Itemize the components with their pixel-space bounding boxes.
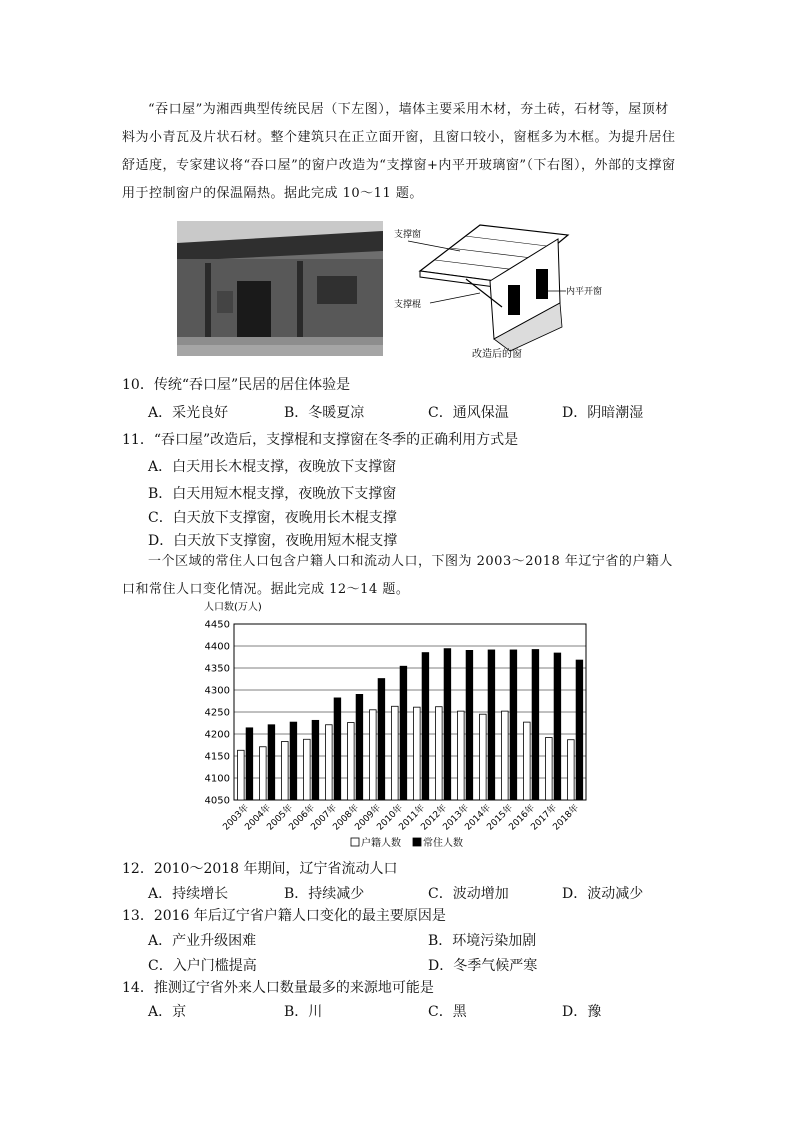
bar-changzhu [532,650,539,800]
bar-changzhu [488,650,495,800]
q14-option-a: A．京 [148,1004,187,1020]
bar-huji [370,710,377,800]
bar-huji [568,740,575,800]
q14-option-c: C．黑 [428,1004,467,1020]
q10-option-b: B．冬暖夏凉 [284,405,365,421]
question-11-stem: 11．“吞口屋”改造后，支撑棍和支撑窗在冬季的正确利用方式是 [122,432,519,448]
bar-changzhu [466,650,473,800]
bar-changzhu [576,660,583,800]
chart-ylabel: 人口数(万人) [204,602,262,613]
x-tick-label: 2016年 [507,803,538,833]
bar-huji [282,741,289,800]
q12-option-a: A．持续增长 [148,886,229,902]
y-tick-label: 4100 [204,773,230,785]
bar-huji [304,739,311,800]
x-tick-label: 2011年 [397,803,428,833]
population-chart [196,598,600,858]
question-10-stem: 10．传统“吞口屋”民居的居住体验是 [122,377,351,393]
x-tick-label: 2006年 [287,803,318,833]
window-diagram [390,221,620,361]
label-support-window: 支撑窗 [394,230,422,240]
q10-option-d: D．阴暗潮湿 [562,405,644,421]
diagram-caption: 改造后的窗 [472,349,522,360]
bar-changzhu [510,650,517,800]
y-tick-label: 4300 [204,685,230,697]
y-tick-label: 4200 [204,729,230,741]
legend-label: 常住人数 [423,838,463,849]
bar-changzhu [378,679,385,800]
x-tick-label: 2009年 [353,803,384,833]
bar-changzhu [554,653,561,800]
q12-option-b: B．持续减少 [284,886,365,902]
bar-huji [502,711,509,800]
legend-swatch [413,838,421,846]
q13-option-c: C．入户门槛提高 [148,958,257,974]
q14-option-d: D．豫 [562,1004,602,1020]
q11-option-b: B．白天用短木棍支撑，夜晚放下支撑窗 [148,486,397,502]
bar-changzhu [290,722,297,800]
x-tick-label: 2015年 [485,803,516,833]
q13-option-a: A．产业升级困难 [148,933,257,949]
y-tick-label: 4350 [204,663,230,675]
y-tick-label: 4450 [204,619,230,631]
legend-label: 户籍人数 [361,838,401,849]
label-inner-window: 内平开窗 [566,287,603,297]
bar-changzhu [312,720,319,800]
q11-option-a: A．白天用长木棍支撑，夜晚放下支撑窗 [148,459,397,475]
bar-changzhu [356,694,363,800]
intro-paragraph-1: “吞口屋”为湘西典型传统民居（下左图），墙体主要采用木材，夯土砖，石材等，屋顶材料为小青瓦及片状石材。整个建筑只在正立面开窗，且窗口较小，窗框多为木框。为提升居住舒适度，专家建议将“吞口屋”的窗户改造为“支撑窗+内平开玻璃窗”（下右图），外部的支撑窗用于控制窗户的保温隔热。据此完成 10～11 题。 [122,102,676,201]
bar-huji [524,722,531,800]
bar-huji [436,707,443,800]
q10-option-c: C．通风保温 [428,405,509,421]
intro-paragraph-2: 一个区域的常住人口包含户籍人口和流动人口，下图为 2003～2018 年辽宁省的户籍人口和常住人口变化情况。据此完成 12～14 题。 [122,554,673,597]
x-tick-label: 2010年 [375,803,406,833]
q13-option-d: D．冬季气候严寒 [428,958,538,974]
bar-huji [414,707,421,800]
bar-changzhu [246,728,253,800]
x-tick-label: 2008年 [331,803,362,833]
bar-huji [238,750,245,800]
q12-option-d: D．波动减少 [562,886,644,902]
x-tick-label: 2004年 [243,803,274,833]
q10-option-a: A．采光良好 [148,405,229,421]
bar-changzhu [334,698,341,800]
y-tick-label: 4250 [204,707,230,719]
x-tick-label: 2012年 [419,803,450,833]
question-14-stem: 14．推测辽宁省外来人口数量最多的来源地可能是 [122,980,434,996]
x-tick-label: 2005年 [265,803,296,833]
bar-changzhu [268,725,275,800]
y-tick-label: 4400 [204,641,230,653]
y-tick-label: 4050 [204,795,230,807]
q12-option-c: C．波动增加 [428,886,509,902]
bar-huji [458,711,465,800]
bar-huji [392,706,399,800]
bar-huji [326,725,333,800]
x-tick-label: 2018年 [551,803,582,833]
y-tick-label: 4150 [204,751,230,763]
q13-option-b: B．环境污染加剧 [428,933,537,949]
label-support-stick: 支撑棍 [394,300,422,310]
bar-huji [260,747,267,800]
q14-option-b: B．川 [284,1004,323,1020]
question-12-stem: 12．2010～2018 年期间，辽宁省流动人口 [122,861,398,877]
bar-changzhu [400,666,407,800]
q11-option-c: C．白天放下支撑窗，夜晚用长木棍支撑 [148,510,397,526]
bar-changzhu [444,649,451,800]
x-tick-label: 2017年 [529,803,560,833]
q11-option-d: D．白天放下支撑窗，夜晚用短木棍支撑 [148,533,398,549]
x-tick-label: 2013年 [441,803,472,833]
bar-huji [546,738,553,800]
legend-swatch [351,838,359,846]
question-13-stem: 13．2016 年后辽宁省户籍人口变化的最主要原因是 [122,908,446,924]
x-tick-label: 2014年 [463,803,494,833]
bar-huji [480,714,487,800]
bar-huji [348,723,355,800]
bar-changzhu [422,653,429,800]
x-tick-label: 2007年 [309,803,340,833]
x-tick-label: 2003年 [221,803,252,833]
tunkou-house-photo [177,221,383,356]
